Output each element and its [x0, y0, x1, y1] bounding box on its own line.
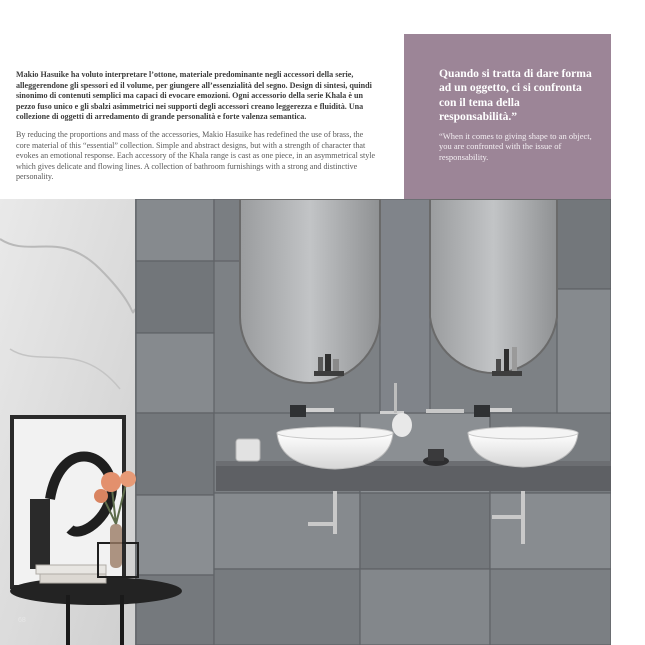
mirror-left	[240, 199, 380, 383]
body-text-column	[16, 70, 376, 183]
vanity-shelf	[216, 461, 611, 491]
bathroom-photo	[0, 199, 611, 645]
quote-italian: Quando si tratta di dare forma ad un oggetto, ci si confronta con il tema della responsabilità.”	[439, 67, 592, 124]
page-number: 68	[18, 617, 26, 624]
quote-english: “When it comes to giving shape to an object, you are confronted with the issue of responsability.	[439, 130, 592, 162]
italian-paragraph: Makio Hasuike ha voluto interpretare l’ottone, materiale predominante negli accessori della serie, alleggerendone gli spessori ed il volume, per giungere all’essenzialità del segno. Design di sintesi, quindi sinonimo di contenuti semplici ma capaci di evocare emozioni. Ogni accessorio della serie Khala è un pezzo fuso unico e gli sbalzi asimmetrici nei supporti degli accessori creano leggerezza e fluidità. Una collezione di oggetti di arredamento di grande personalità e forte valenza semantica.	[16, 70, 372, 122]
framed-artwork	[12, 417, 124, 587]
bathroom-illustration	[0, 199, 611, 645]
english-paragraph: By reducing the proportions and mass of the accessories, Makio Hasuike has redefined the use of brass, the core material of this “essential” collection. Simple and abstract designs, but with a strength of character that evokes an emotional response. Each accessory of the Khala range is cast as one piece, in an asymmetrical style which gives delicate and flowing lines. A collection of bathroom furnishings with a strong and distinctive personality.	[16, 129, 376, 182]
mirror-right	[430, 199, 557, 376]
quote-box	[404, 34, 611, 199]
